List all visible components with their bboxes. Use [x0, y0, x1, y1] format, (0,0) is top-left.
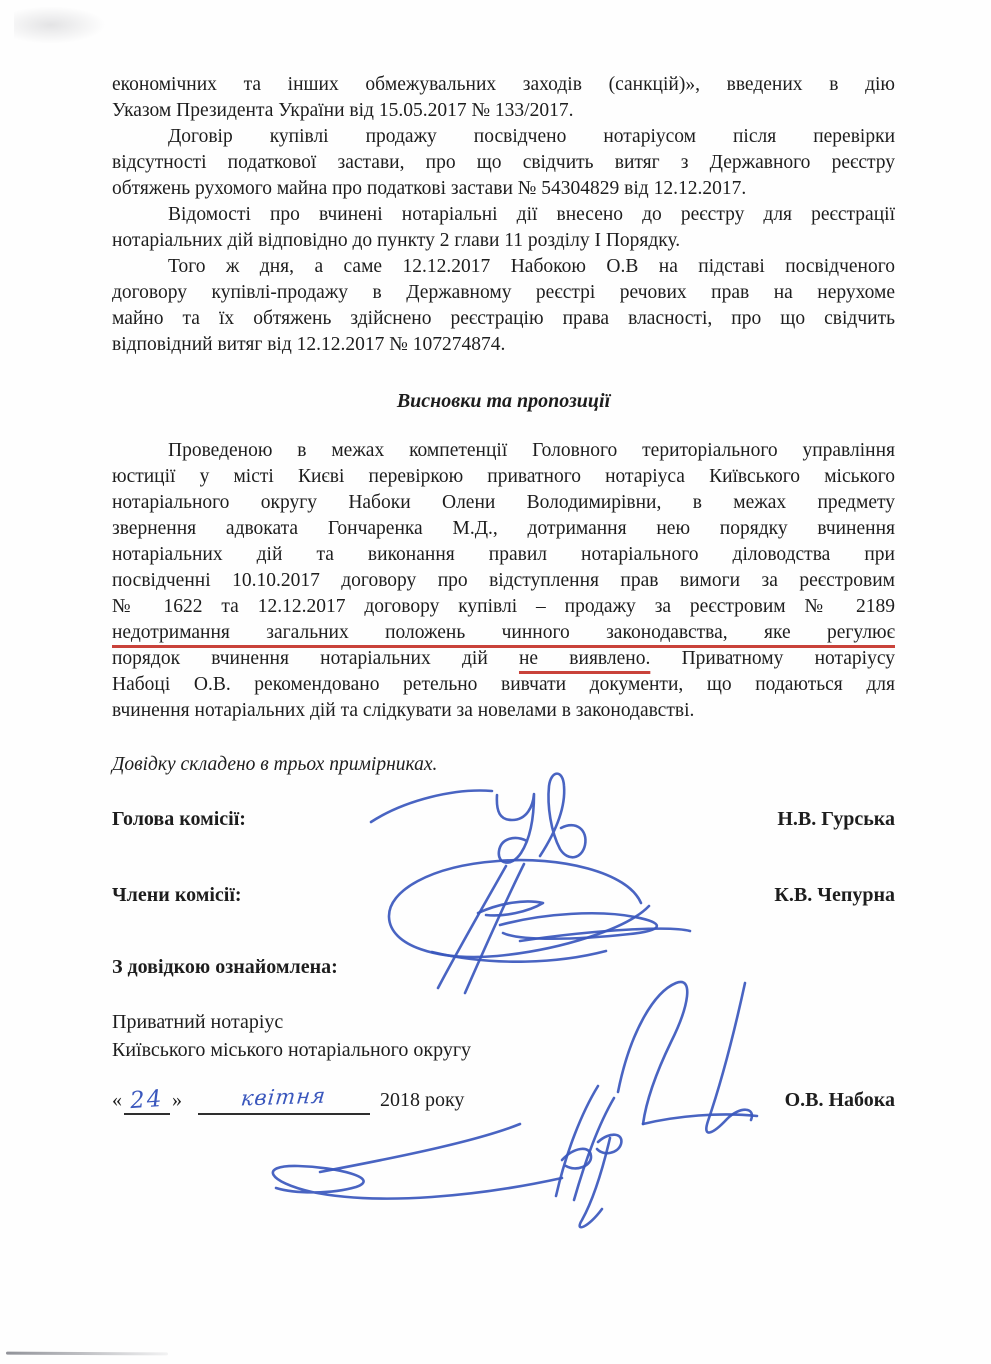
- body-line: [112, 124, 895, 150]
- body-text: звернення адвоката Гончаренка М.Д., дотримання нею порядку вчинення: [112, 518, 895, 539]
- body-line: [112, 332, 895, 358]
- body-line: [112, 98, 895, 124]
- body-line: [112, 542, 895, 568]
- body-line: [112, 176, 895, 202]
- date-fields: [112, 1083, 465, 1115]
- body-text: нотаріальних дій та виконання правил нотаріального діловодства при: [112, 544, 895, 565]
- body-line: [112, 568, 895, 594]
- red-underlined-text: не виявлено.: [518, 648, 651, 669]
- year-text: 2018 року: [380, 1089, 465, 1111]
- conclusion-paragraph: [112, 438, 895, 724]
- signatory-name: К.В. Чепурна: [774, 884, 895, 906]
- signature-role-label: Голова комісії:: [112, 808, 246, 830]
- body-line: [112, 698, 895, 724]
- day-blank: [124, 1086, 170, 1115]
- body-text: порядок вчинення нотаріальних дій: [112, 648, 519, 669]
- body-line: [112, 306, 895, 332]
- acknowledgement-label: З довідкою ознайомлена:: [112, 956, 338, 978]
- body-text: відповідний витяг від 12.12.2017 № 107274874.: [112, 334, 506, 355]
- body-text: Відомості про вчинені нотаріальні дії внесено до реєстру для реєстрації: [168, 204, 895, 225]
- date-row: [112, 1083, 895, 1115]
- body-line: [112, 438, 895, 464]
- close-quote: »: [172, 1089, 182, 1111]
- body-line: [112, 672, 895, 698]
- body-line: [112, 646, 895, 672]
- open-quote: «: [112, 1089, 122, 1111]
- notary-name: О.В. Набока: [784, 1089, 895, 1111]
- handwritten-day: 24: [129, 1085, 165, 1115]
- body-text: посвідченні 10.10.2017 договору про відступлення прав вимоги за реєстровим: [112, 570, 895, 591]
- signature-role-label: Члени комісії:: [112, 884, 242, 906]
- body-line: [112, 516, 895, 542]
- month-blank: [198, 1083, 370, 1115]
- document-body: [112, 72, 895, 358]
- body-text: договору купівлі-продажу в Державному реєстрі речових прав на нерухоме: [112, 282, 895, 303]
- red-underlined-text: недотримання загальних положень чинного законодавства, яке регулює: [112, 622, 895, 643]
- body-line: [112, 72, 895, 98]
- signature-row-members: [112, 882, 895, 908]
- body-text: вчинення нотаріальних дій та слідкувати за новелами в законодавстві.: [112, 700, 695, 721]
- notary-title-block: [112, 1008, 895, 1064]
- body-line: [112, 280, 895, 306]
- body-text: № 1622 та 12.12.2017 договору купівлі – продажу за реєстровим № 2189: [112, 596, 895, 617]
- handwritten-month: квітня: [240, 1083, 328, 1111]
- scan-streak-artifact: [6, 1352, 168, 1356]
- body-text: обтяжень рухомого майна про податкові застави № 54304829 від 12.12.2017.: [112, 178, 747, 199]
- body-line: [112, 254, 895, 280]
- signatory-name: Н.В. Гурська: [777, 808, 895, 830]
- body-line: [112, 464, 895, 490]
- body-text: нотаріальних дій відповідно до пункту 2 глави 11 розділу І Порядку.: [112, 230, 681, 251]
- notary-title-line1: Приватний нотаріус: [112, 1011, 284, 1033]
- body-line: [112, 490, 895, 516]
- body-line: [112, 202, 895, 228]
- signature-row-head: [112, 806, 895, 832]
- body-text: відсутності податкової застави, про що свідчить витяг з Державного реєстру: [112, 152, 895, 173]
- copies-note: Довідку складено в трьох примірниках.: [112, 754, 438, 775]
- notary-title-line2: Київського міського нотаріального округу: [112, 1039, 472, 1061]
- body-line: [112, 594, 895, 620]
- body-line: [112, 228, 895, 254]
- body-text: Набоці О.В. рекомендовано ретельно вивчати документи, що подаються для: [112, 674, 895, 695]
- body-text: Проведеною в межах компетенції Головного територіального управління: [168, 440, 895, 461]
- body-text: майно та їх обтяжень здійснено реєстрацію права власності, про що свідчить: [112, 308, 895, 329]
- body-text: Того ж дня, а саме 12.12.2017 Набокою О.В на підставі посвідченого: [168, 256, 895, 277]
- section-heading: Висновки та пропозиції: [396, 390, 611, 412]
- body-text: Указом Президента України від 15.05.2017 № 133/2017.: [112, 100, 574, 121]
- body-line: [112, 620, 895, 646]
- scan-smudge-artifact: [14, 6, 106, 44]
- body-text: економічних та інших обмежувальних заходів (санкцій)», введених в дію: [112, 74, 895, 95]
- body-line: [112, 150, 895, 176]
- body-text: нотаріального округу Набоки Олени Володимирівни, в межах предмету: [112, 492, 895, 513]
- body-text: юстиції у місті Києві перевіркою приватного нотаріуса Київського міського: [112, 466, 895, 487]
- body-text: Договір купівлі продажу посвідчено нотаріусом після перевірки: [168, 126, 895, 147]
- body-text: Приватному нотаріусу: [650, 648, 895, 669]
- document-content: [112, 72, 895, 1115]
